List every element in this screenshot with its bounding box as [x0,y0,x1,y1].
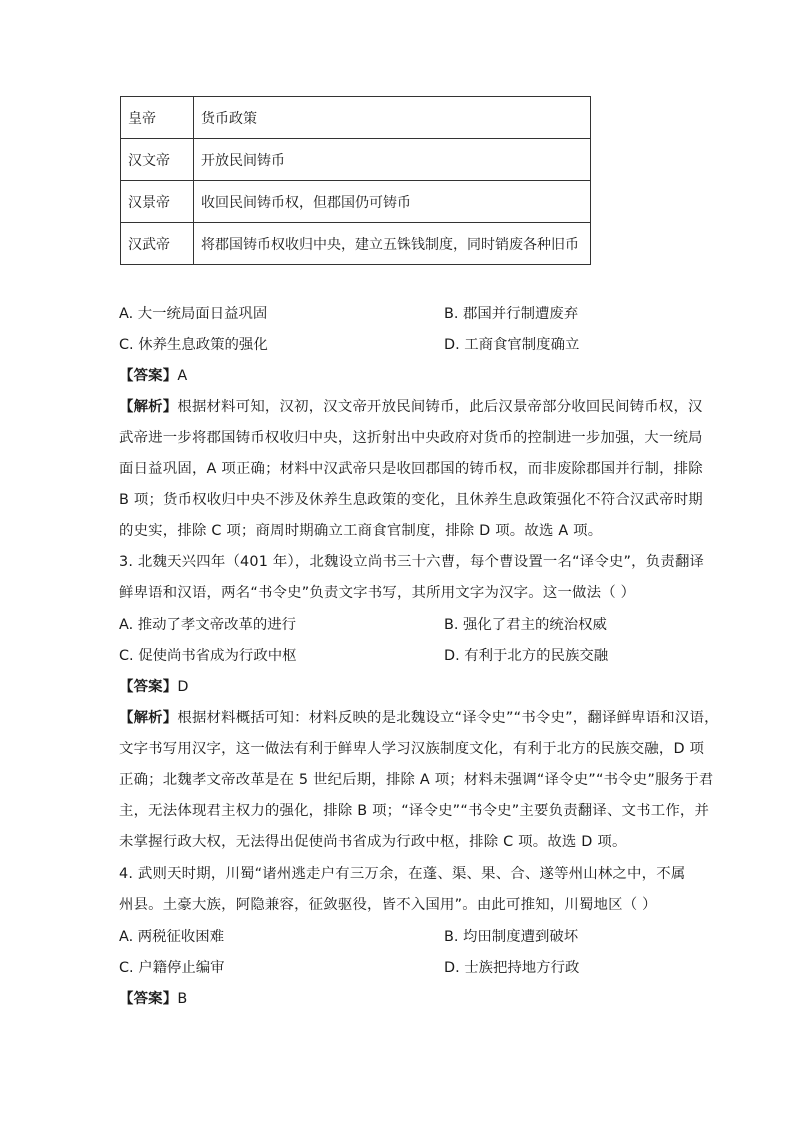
q2-analysis-line: 的史实，排除 C 项；商周时期确立工商食官制度，排除 D 项。故选 A 项。 [119,523,603,539]
q3-stem-line: 鲜卑语和汉语，两名“书令史”负责文字书写，其所用文字为汉字。这一做法（ ） [119,585,636,601]
table-cell: 汉文帝 [121,139,194,181]
table-cell: 汉武帝 [121,223,194,265]
q3-analysis-line: 文字书写用汉字，这一做法有利于鲜卑人学习汉族制度文化，有利于北方的民族交融，D 项 [119,741,705,757]
table-row [121,97,591,139]
answer-value: A [177,368,188,384]
q2-analysis-line: 面日益巩固，A 项正确；材料中汉武帝只是收回郡国的铸币权，而非废除郡国并行制，排除 [119,461,703,477]
currency-policy-table [120,96,591,265]
q4-option-d: D. 士族把持地方行政 [444,960,580,976]
q2-analysis-line [119,397,703,417]
answer-tag: 【答案】 [119,368,178,384]
q2-analysis-line: 武帝进一步将郡国铸币权收归中央，这折射出中央政府对货币的控制进一步加强，大一统局 [119,430,703,446]
table-cell: 皇帝 [121,97,194,139]
q3-analysis-line: 正确；北魏孝文帝改革是在 5 世纪后期，排除 A 项；材料未强调“译令史”“书令史”服务于君 [119,772,714,788]
table-cell: 汉景帝 [121,181,194,223]
answer-value: B [177,991,188,1007]
q3-option-d: D. 有利于北方的民族交融 [444,648,609,664]
q3-analysis-line: 主，无法体现君主权力的强化，排除 B 项；“译令史”“书令史”主要负责翻译、文书工作，并 [119,803,710,819]
table-cell: 开放民间铸币 [194,139,591,181]
q3-option-b: B. 强化了君主的统治权威 [444,617,607,633]
q4-option-a: A. 两税征收困难 [119,929,225,945]
q4-answer [119,989,187,1009]
table-cell: 货币政策 [194,97,591,139]
q3-analysis-line [119,708,719,728]
q4-stem-line: 4. 武则天时期，川蜀“诸州逃走户有三万余，在蓬、渠、果、合、遂等州山林之中，不属 [119,866,686,882]
analysis-text: 根据材料概括可知：材料反映的是北魏设立“译令史”“书令史”，翻译鲜卑语和汉语， [177,710,719,726]
q3-option-a: A. 推动了孝文帝改革的进行 [119,617,297,633]
table-row [121,139,591,181]
q3-stem-line: 3. 北魏天兴四年（401 年），北魏设立尚书三十六曹，每个曹设置一名“译令史”，负责翻译 [119,554,705,570]
q4-option-b: B. 均田制度遭到破坏 [444,929,579,945]
q2-option-b: B. 郡国并行制遭废弃 [444,306,579,322]
q2-option-a: A. 大一统局面日益巩固 [119,306,268,322]
q2-option-c: C. 休养生息政策的强化 [119,337,268,353]
q2-analysis-line: B 项；货币权收归中央不涉及休养生息政策的变化，且休养生息政策强化不符合汉武帝时期 [119,492,703,508]
q3-option-c: C. 促使尚书省成为行政中枢 [119,648,297,664]
q3-analysis-line: 未掌握行政大权，无法得出促使尚书省成为行政中枢，排除 C 项。故选 D 项。 [119,834,627,850]
table-row [121,181,591,223]
table-cell: 将郡国铸币权收归中央，建立五铢钱制度，同时销废各种旧币 [194,223,591,265]
table-row [121,223,591,265]
q4-option-c: C. 户籍停止编审 [119,960,225,976]
answer-value: D [177,679,189,695]
table-cell: 收回民间铸币权，但郡国仍可铸币 [194,181,591,223]
q2-option-d: D. 工商食官制度确立 [444,337,580,353]
q2-answer [119,366,187,386]
analysis-tag: 【解析】 [119,399,178,415]
answer-tag: 【答案】 [119,679,178,695]
answer-tag: 【答案】 [119,991,178,1007]
analysis-tag: 【解析】 [119,710,178,726]
q3-answer [119,677,189,697]
analysis-text: 根据材料可知，汉初，汉文帝开放民间铸币，此后汉景帝部分收回民间铸币权，汉 [177,399,703,415]
q4-stem-line: 州县。土豪大族，阿隐兼容，征敛驱役，皆不入国用”。由此可推知，川蜀地区（ ） [119,897,657,913]
